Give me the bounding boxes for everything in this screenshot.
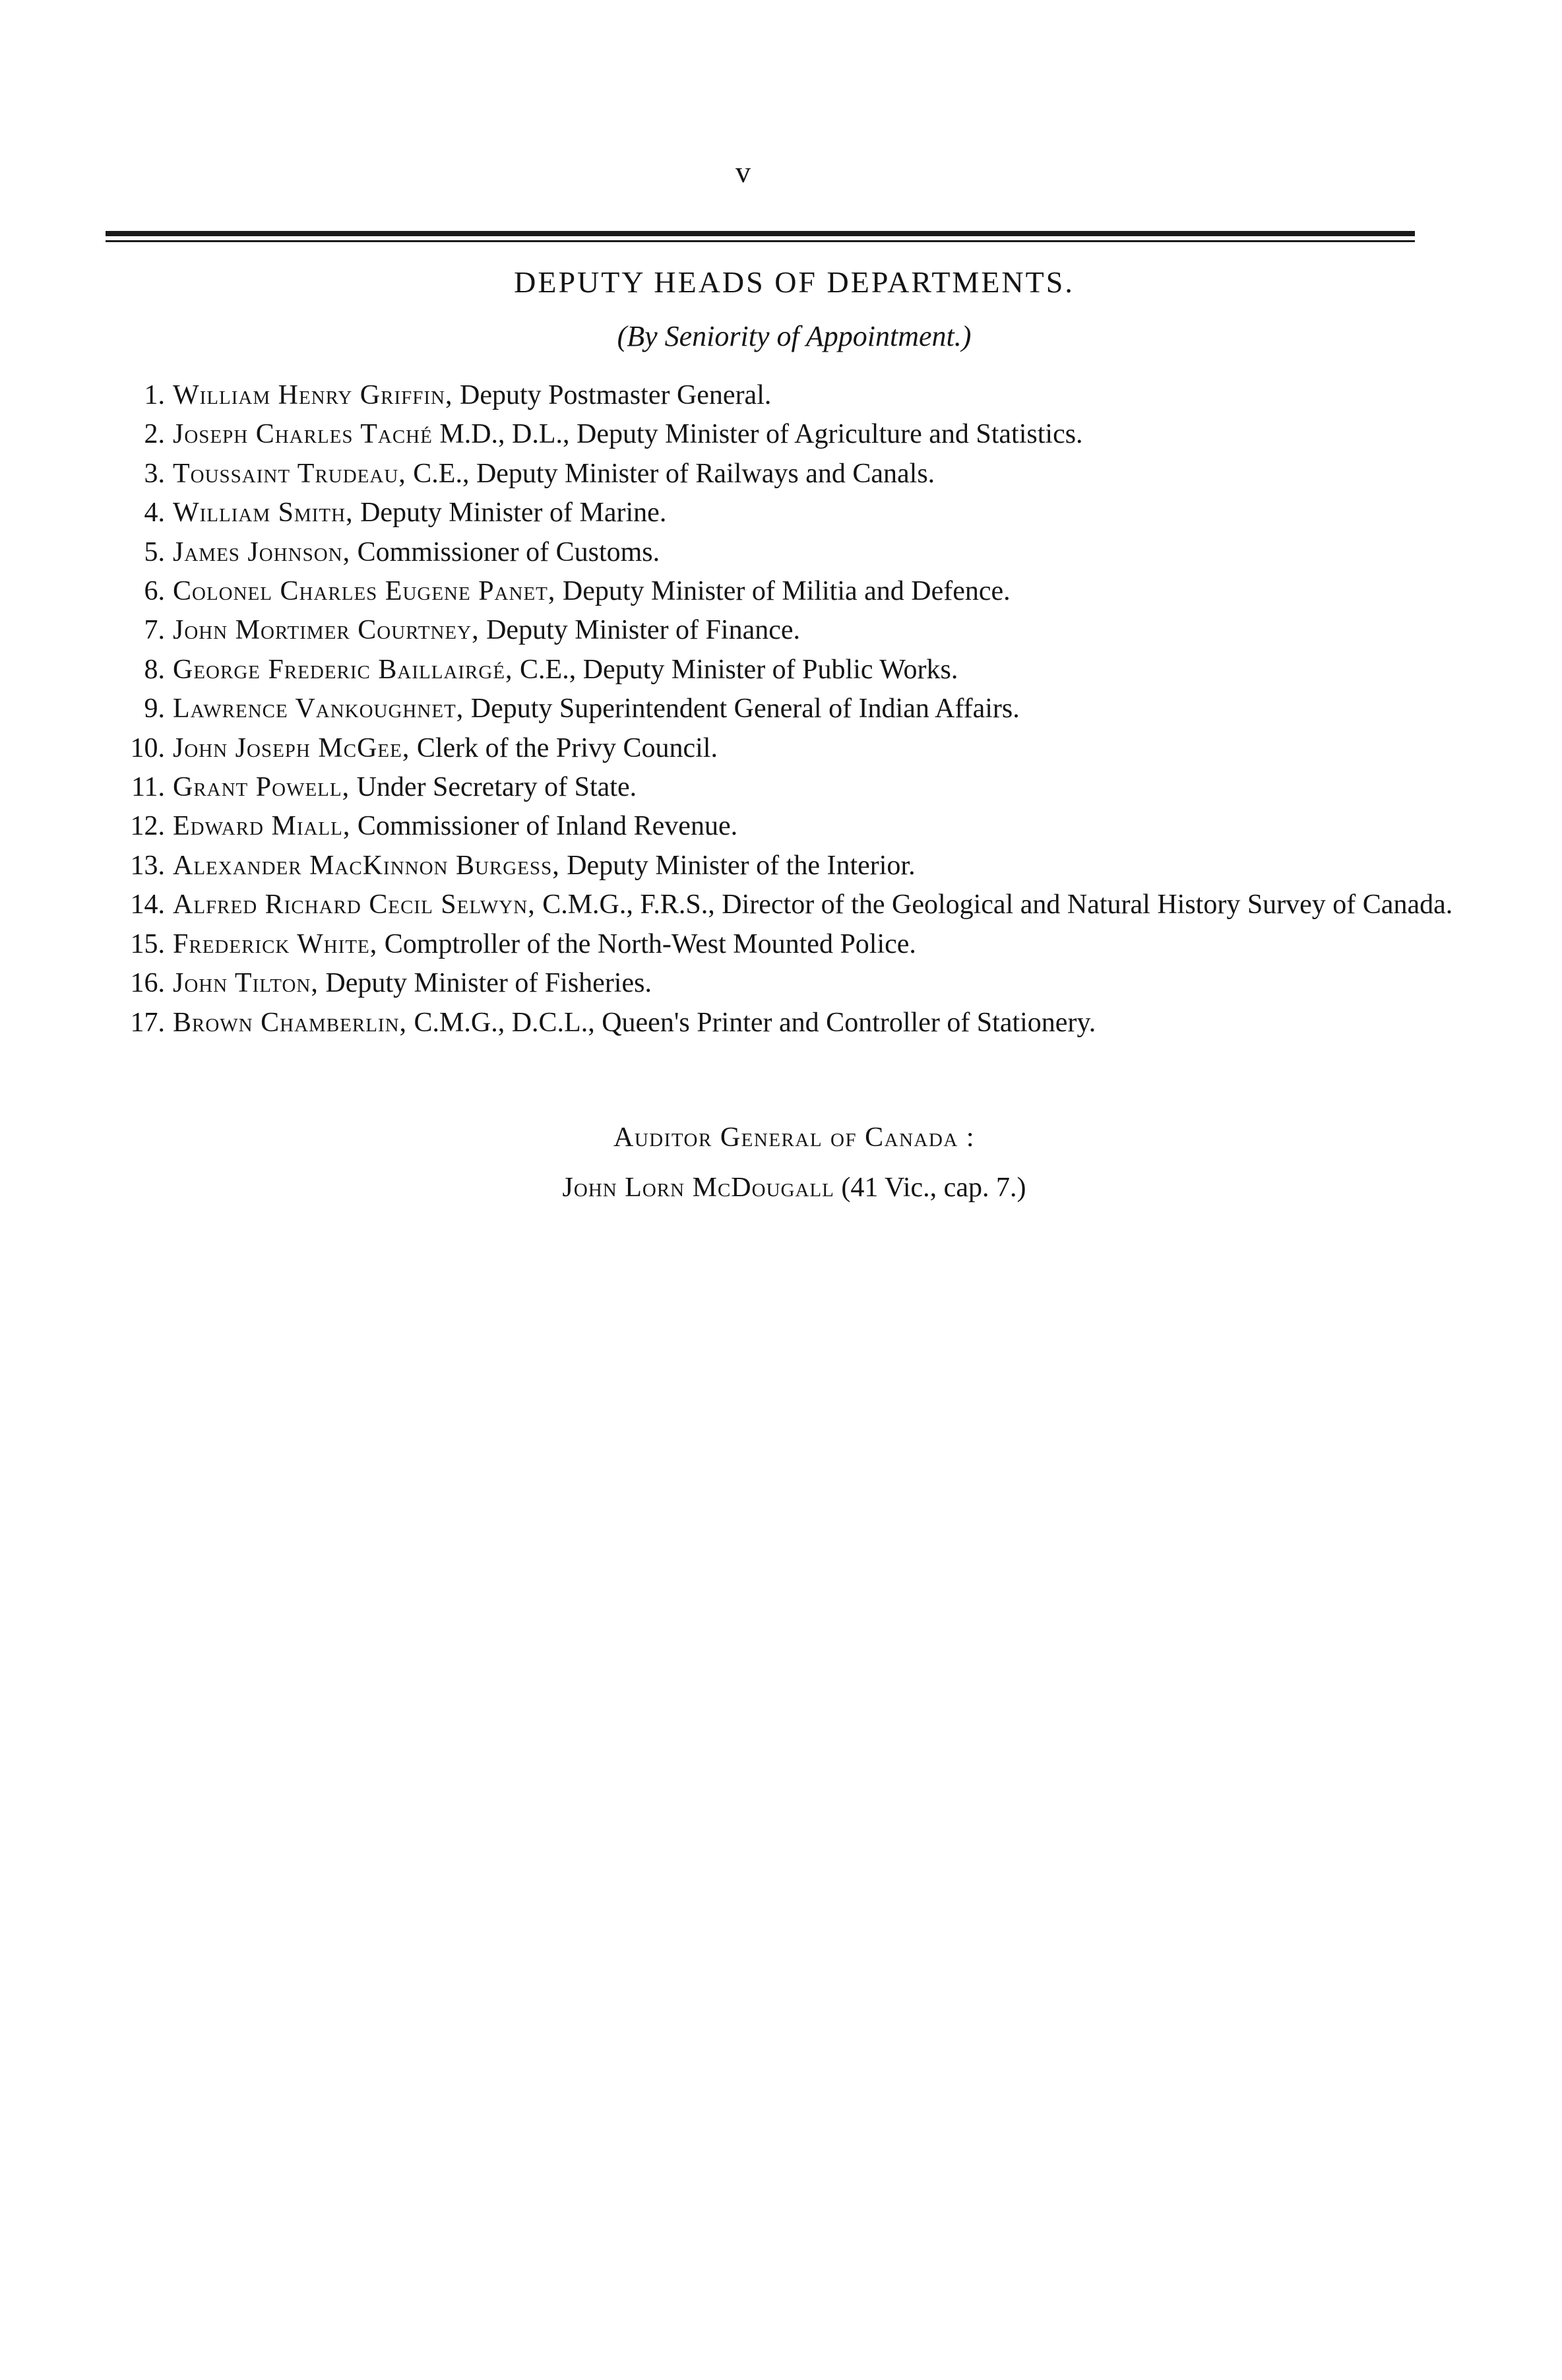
item-number: 14.	[130, 889, 165, 920]
page-title: DEPUTY HEADS OF DEPARTMENTS.	[514, 265, 1075, 299]
item-number: 5.	[144, 536, 165, 567]
item-number: 4.	[144, 498, 165, 529]
person-title: Commissioner of Inland Revenue.	[350, 811, 738, 842]
item-number: 9.	[144, 693, 165, 724]
person-title: Deputy Postmaster General.	[453, 380, 772, 410]
auditor-general-name: John Lorn McDougall	[562, 1173, 834, 1203]
list-item	[112, 533, 1458, 572]
deputy-heads-list	[112, 376, 1458, 1043]
person-name: James Johnson,	[173, 536, 351, 567]
list-item	[112, 690, 1458, 728]
person-name: William Smith,	[173, 498, 354, 529]
person-name: George Frederic Baillairgé,	[173, 654, 513, 685]
list-item	[112, 611, 1458, 650]
item-number: 7.	[144, 615, 165, 646]
auditor-general-heading: Auditor General of Canada :	[613, 1122, 976, 1153]
list-item	[112, 494, 1458, 532]
list-item	[112, 651, 1458, 690]
item-number: 8.	[144, 654, 165, 685]
person-name: Edward Miall,	[173, 811, 351, 842]
page-subtitle: (By Seniority of Appointment.)	[617, 320, 972, 352]
person-title: Deputy Minister of Marine.	[353, 498, 667, 529]
list-item	[112, 768, 1458, 807]
list-item	[112, 1004, 1458, 1043]
item-number: 3.	[144, 458, 165, 489]
list-item	[112, 729, 1458, 768]
person-name: Toussaint Trudeau,	[173, 458, 406, 489]
person-title: Deputy Superintendent General of Indian Affairs.	[464, 693, 1020, 724]
person-name: Alexander MacKinnon Burgess,	[173, 850, 560, 881]
item-number: 2.	[144, 419, 165, 450]
person-name: Colonel Charles Eugene Panet,	[173, 576, 556, 607]
person-title: Clerk of the Privy Council.	[410, 732, 718, 763]
list-item	[112, 415, 1458, 454]
person-title: Under Secretary of State.	[350, 772, 637, 803]
person-title: C.M.G., D.C.L., Queen's Printer and Controller of Stationery.	[407, 1007, 1096, 1038]
item-number: 10.	[130, 732, 165, 763]
auditor-general-note: (41 Vic., cap. 7.)	[834, 1173, 1026, 1203]
item-number: 17.	[130, 1007, 165, 1038]
person-name: John Mortimer Courtney,	[173, 615, 480, 646]
list-item	[112, 925, 1458, 964]
person-title: Deputy Minister of Militia and Defence.	[555, 576, 1011, 607]
page-number: v	[735, 155, 751, 189]
header-rule-thin	[106, 240, 1415, 242]
person-name: William Henry Griffin,	[173, 380, 453, 410]
list-item	[112, 964, 1458, 1003]
person-name: Alfred Richard Cecil Selwyn,	[173, 889, 536, 920]
person-name: Brown Chamberlin,	[173, 1007, 408, 1038]
item-number: 11.	[131, 772, 165, 803]
person-name: Frederick White,	[173, 928, 378, 959]
person-title: C.M.G., F.R.S., Director of the Geological and Natural History Survey of Canada.	[535, 889, 1453, 920]
person-title: Deputy Minister of Fisheries.	[318, 968, 652, 999]
item-number: 1.	[144, 380, 165, 410]
person-name: John Tilton,	[173, 968, 319, 999]
person-name: Grant Powell,	[173, 772, 350, 803]
person-title: Deputy Minister of Finance.	[479, 615, 800, 646]
person-name: John Joseph McGee,	[173, 732, 410, 763]
person-title: Commissioner of Customs.	[350, 536, 660, 567]
item-number: 12.	[130, 811, 165, 842]
item-number: 15.	[130, 928, 165, 959]
person-title: Deputy Minister of the Interior.	[559, 850, 916, 881]
person-title: C.E., Deputy Minister of Public Works.	[513, 654, 958, 685]
person-title: Comptroller of the North-West Mounted Police.	[377, 928, 916, 959]
item-number: 16.	[130, 968, 165, 999]
list-item	[112, 807, 1458, 846]
list-item	[112, 376, 1458, 415]
header-rule-thick	[106, 231, 1415, 236]
person-title: M.D., D.L., Deputy Minister of Agriculture and Statistics.	[432, 419, 1083, 450]
person-name: Lawrence Vankoughnet,	[173, 693, 464, 724]
person-title: C.E., Deputy Minister of Railways and Canals.	[406, 458, 935, 489]
list-item	[112, 847, 1458, 885]
list-item	[112, 455, 1458, 494]
list-item	[112, 572, 1458, 611]
auditor-general-line	[0, 1174, 1562, 1202]
person-name: Joseph Charles Taché	[173, 419, 433, 450]
list-item	[112, 885, 1458, 924]
item-number: 13.	[130, 850, 165, 881]
item-number: 6.	[144, 576, 165, 607]
